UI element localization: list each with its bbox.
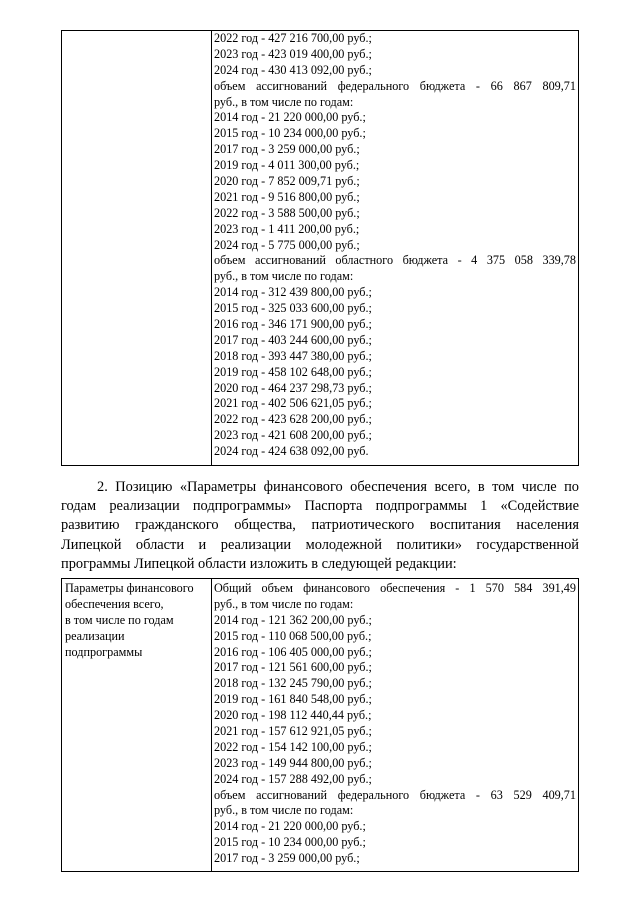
table-line: 2020 год - 7 852 009,71 руб.; (214, 174, 360, 189)
table-line: 2021 год - 402 506 621,05 руб.; (214, 396, 372, 411)
table-line: 2014 год - 21 220 000,00 руб.; (214, 110, 366, 125)
table-line: 2017 год - 121 561 600,00 руб.; (214, 660, 372, 675)
table-line: 2024 год - 157 288 492,00 руб.; (214, 771, 372, 786)
column-divider (211, 579, 212, 871)
table-line: руб., в том числе по годам: (214, 596, 354, 611)
table-line: 2018 год - 132 245 790,00 руб.; (214, 676, 372, 691)
financing-parameters-table (61, 578, 579, 872)
amendment-paragraph (61, 478, 579, 574)
parameter-name-line: в том числе по годам (65, 612, 174, 627)
table-line: 2015 год - 110 068 500,00 руб.; (214, 628, 372, 643)
table-line: 2023 год - 1 411 200,00 руб.; (214, 221, 360, 236)
parameter-name-line: обеспечения всего, (65, 596, 164, 611)
financing-table-continued (61, 30, 579, 466)
table-line: 2019 год - 458 102 648,00 руб.; (214, 364, 372, 379)
table-line: руб., в том числе по годам: (214, 94, 354, 109)
parameter-name-line: реализации (65, 628, 125, 643)
table-line: 2019 год - 161 840 548,00 руб.; (214, 692, 372, 707)
table-line: 2017 год - 3 259 000,00 руб.; (214, 142, 360, 157)
table-line: 2015 год - 10 234 000,00 руб.; (214, 835, 366, 850)
table-line: 2014 год - 312 439 800,00 руб.; (214, 285, 372, 300)
table-line: 2016 год - 346 171 900,00 руб.; (214, 317, 372, 332)
parameter-name-cell (65, 581, 209, 660)
table-line: 2022 год - 423 628 200,00 руб.; (214, 412, 372, 427)
paragraph-line: программы Липецкой области изложить в следующей редакции: (61, 555, 457, 572)
table-line: 2015 год - 325 033 600,00 руб.; (214, 301, 372, 316)
table-line: 2015 год - 10 234 000,00 руб.; (214, 126, 366, 141)
table-line: 2020 год - 198 112 440,44 руб.; (214, 708, 372, 723)
table-line: 2023 год - 423 019 400,00 руб.; (214, 46, 372, 61)
parameter-name-line: Параметры финансового (65, 581, 194, 595)
table-line: 2023 год - 421 608 200,00 руб.; (214, 428, 372, 443)
table-line: 2024 год - 5 775 000,00 руб.; (214, 237, 360, 252)
table-line: 2014 год - 21 220 000,00 руб.; (214, 819, 366, 834)
paragraph-line: Липецкой области и реализации молодежной политики» государственной (61, 536, 579, 553)
table-line: 2021 год - 9 516 800,00 руб.; (214, 189, 360, 204)
table-line: 2023 год - 149 944 800,00 руб.; (214, 755, 372, 770)
table-line: 2017 год - 403 244 600,00 руб.; (214, 332, 372, 347)
table-line: руб., в том числе по годам: (214, 803, 354, 818)
financing-values-cell (214, 31, 576, 460)
table-line: объем ассигнований областного бюджета - 4 375 058 339,78 (214, 253, 576, 268)
table-line: объем ассигнований федерального бюджета - 63 529 409,71 (214, 787, 576, 802)
table-line: 2024 год - 430 413 092,00 руб.; (214, 62, 372, 77)
table-line: 2020 год - 464 237 298,73 руб.; (214, 380, 372, 395)
table-line: 2022 год - 3 588 500,00 руб.; (214, 205, 360, 220)
column-divider (211, 31, 212, 465)
table-line: 2018 год - 393 447 380,00 руб.; (214, 348, 372, 363)
table-line: руб., в том числе по годам: (214, 269, 354, 284)
paragraph-line: развитию гражданского общества, патриотического воспитания населения (61, 517, 579, 534)
table-line: 2016 год - 106 405 000,00 руб.; (214, 644, 372, 659)
parameter-name-line: подпрограммы (65, 644, 143, 659)
paragraph-line: годам реализации подпрограммы» Паспорта подпрограммы 1 «Содействие (61, 498, 579, 515)
paragraph-line: 2. Позицию «Параметры финансового обеспечения всего, в том числе по (97, 479, 579, 495)
table-line: 2019 год - 4 011 300,00 руб.; (214, 158, 360, 173)
table-line: 2014 год - 121 362 200,00 руб.; (214, 612, 372, 627)
financing-values-cell (214, 581, 576, 867)
table-line: 2022 год - 427 216 700,00 руб.; (214, 31, 372, 45)
table-line: 2022 год - 154 142 100,00 руб.; (214, 739, 372, 754)
table-line: 2017 год - 3 259 000,00 руб.; (214, 851, 360, 866)
table-line: объем ассигнований федерального бюджета - 66 867 809,71 (214, 78, 576, 93)
table-line: 2024 год - 424 638 092,00 руб. (214, 444, 369, 459)
table-line: 2021 год - 157 612 921,05 руб.; (214, 724, 372, 739)
table-line: Общий объем финансового обеспечения - 1 570 584 391,49 (214, 581, 576, 595)
